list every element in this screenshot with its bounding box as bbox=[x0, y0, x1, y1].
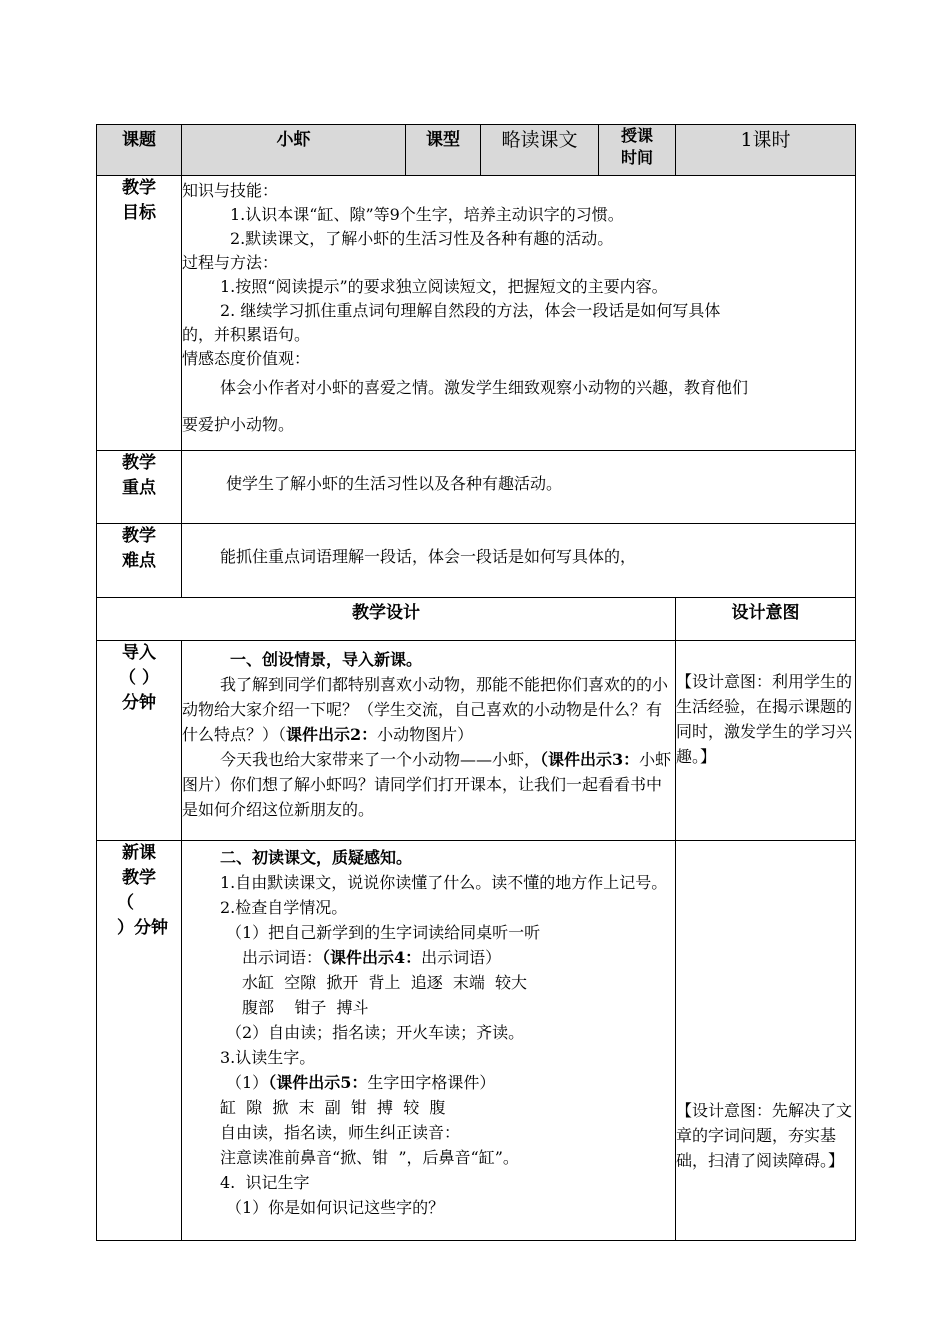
new-lesson-title: 二、初读课文，质疑感知。 bbox=[220, 848, 413, 867]
new-lesson-label-2: 教学 bbox=[122, 868, 156, 888]
knowledge-item-1: 1.认识本课“缸、隙”等9个生字，培养主动识字的习惯。 bbox=[230, 205, 624, 224]
emotion-line-b: 要爱护小动物。 bbox=[182, 415, 295, 434]
type-value: 略读课文 bbox=[481, 125, 599, 176]
difficulty-text: 能抓住重点词语理解一段话，体会一段话是如何写具体的， bbox=[220, 547, 637, 566]
new-lesson-label-1: 新课 bbox=[122, 843, 156, 863]
words-intro-text: 出示词语： bbox=[242, 948, 323, 967]
words-row-1: 水缸 空隙 掀开 背上 追逐 末端 较大 bbox=[242, 973, 528, 992]
step-3-1-courseware: （课件出示5： bbox=[268, 1073, 368, 1092]
words-courseware: （课件出示4： bbox=[322, 948, 422, 967]
chars-row: 缸 隙 掀 末 副 钳 搏 较 腹 bbox=[220, 1098, 446, 1117]
intro-para-1-tail: 小动物图片） bbox=[377, 725, 474, 744]
key-point-row bbox=[97, 451, 856, 524]
header-row bbox=[97, 125, 856, 176]
intro-label bbox=[97, 641, 182, 841]
intro-para-2-tail: 小虾图片）你们想了解小虾吗？请同学们打开课本，让我们一起看看书中是如何介绍这位新朋友的。 bbox=[182, 750, 672, 819]
intro-para-2-text: 今天我也给大家带来了一个小动物——小虾， bbox=[220, 750, 541, 769]
intro-para-1-courseware: 课件出示2： bbox=[286, 725, 378, 744]
topic-value: 小虾 bbox=[182, 125, 406, 176]
process-item-1: 1.按照“阅读提示”的要求独立阅读短文，把握短文的主要内容。 bbox=[220, 277, 668, 296]
process-title: 过程与方法： bbox=[182, 253, 279, 272]
process-item-2a: 2. 继续学习抓住重点词句理解自然段的方法，体会一段话是如何写具体 bbox=[220, 301, 721, 320]
intro-content bbox=[182, 641, 676, 841]
time-label bbox=[599, 125, 676, 176]
key-point-text: 使学生了解小虾的生活习性以及各种有趣活动。 bbox=[226, 473, 563, 493]
difficulty-label-1: 教学 bbox=[122, 526, 156, 546]
new-lesson-content bbox=[182, 841, 676, 1241]
design-header-right: 设计意图 bbox=[676, 598, 856, 641]
intro-para-2-courseware: （课件出示3： bbox=[540, 750, 640, 769]
objectives-content bbox=[182, 176, 856, 451]
step-3-1 bbox=[182, 1070, 675, 1095]
process-item-2b: 的，并积累语句。 bbox=[182, 325, 311, 344]
lesson-plan-table bbox=[96, 124, 856, 1241]
time-label-line1: 授课 bbox=[620, 126, 653, 145]
intro-para-1-text: 我了解到同学们都特别喜欢小动物，那能不能把你们喜欢的的小动物给大家介绍一下呢？（学生交流，自己喜欢的小动物是什么？有什么特点？）（ bbox=[182, 675, 669, 744]
step-2-2: （2）自由读；指名读；开火车读；齐读。 bbox=[226, 1023, 525, 1042]
step-2: 2.检查自学情况。 bbox=[220, 898, 348, 917]
words-intro bbox=[182, 945, 675, 970]
intro-title: 一、创设情景，导入新课。 bbox=[230, 650, 423, 669]
key-point-label-2: 重点 bbox=[122, 478, 156, 498]
words-intro-tail: 出示词语） bbox=[421, 948, 502, 967]
objectives-label-1: 教学 bbox=[122, 178, 156, 198]
difficulty-row bbox=[97, 524, 856, 598]
intro-label-3: 分钟 bbox=[122, 693, 156, 713]
objectives-row bbox=[97, 176, 856, 451]
intro-para-2 bbox=[182, 747, 675, 822]
intro-row bbox=[97, 641, 856, 841]
difficulty-label-2: 难点 bbox=[122, 551, 156, 571]
step-2-1: （1）把自己新学到的生字词读给同桌听一听 bbox=[226, 923, 541, 942]
step-3-1-num: （1） bbox=[226, 1073, 269, 1092]
step-4-1: （1）你是如何识记这些字的？ bbox=[226, 1198, 445, 1217]
new-lesson-row bbox=[97, 841, 856, 1241]
intro-label-2: （ ） bbox=[119, 668, 159, 688]
time-value: 1课时 bbox=[676, 125, 856, 176]
objectives-label bbox=[97, 176, 182, 451]
objectives-label-2: 目标 bbox=[122, 203, 156, 223]
new-lesson-label-4: ）分钟 bbox=[117, 918, 168, 938]
type-label: 课型 bbox=[406, 125, 481, 176]
new-lesson-label bbox=[97, 841, 182, 1241]
knowledge-item-2: 2.默读课文，了解小虾的生活习性及各种有趣的活动。 bbox=[230, 229, 614, 248]
design-header-row bbox=[97, 598, 856, 641]
key-point-label-1: 教学 bbox=[122, 453, 156, 473]
emotion-line-a: 体会小作者对小虾的喜爱之情。激发学生细致观察小动物的兴趣，教育他们 bbox=[220, 378, 749, 397]
key-point-label bbox=[97, 451, 182, 524]
time-label-line2: 时间 bbox=[620, 148, 653, 167]
intro-intent: 【设计意图：利用学生的生活经验，在揭示课题的同时，激发学生的学习兴趣。】 bbox=[676, 641, 856, 841]
step-4: 4. 识记生字 bbox=[220, 1173, 310, 1192]
key-point-content bbox=[182, 451, 856, 524]
pronunciation-note: 注意读准前鼻音“掀、钳 ”，后鼻音“缸”。 bbox=[220, 1148, 519, 1167]
emotion-title: 情感态度价值观： bbox=[182, 349, 311, 368]
words-row-2: 腹部 钳子 搏斗 bbox=[242, 998, 369, 1017]
step-3: 3.认读生字。 bbox=[220, 1048, 316, 1067]
knowledge-title: 知识与技能： bbox=[182, 181, 279, 200]
design-header-left: 教学设计 bbox=[97, 598, 676, 641]
step-1: 1.自由默读课文，说说你读懂了什么。读不懂的地方作上记号。 bbox=[220, 873, 668, 892]
read-note: 自由读，指名读，师生纠正读音： bbox=[220, 1123, 461, 1142]
intro-label-1: 导入 bbox=[122, 643, 156, 663]
step-3-1-tail: 生字田字格课件） bbox=[367, 1073, 496, 1092]
difficulty-label bbox=[97, 524, 182, 598]
intro-para-1 bbox=[182, 672, 675, 747]
new-lesson-label-3: （ bbox=[117, 893, 134, 913]
new-lesson-intent: 【设计意图：先解决了文章的字词问题，夯实基础，扫清了阅读障碍。】 bbox=[676, 841, 856, 1241]
topic-label: 课题 bbox=[97, 125, 182, 176]
difficulty-content bbox=[182, 524, 856, 598]
